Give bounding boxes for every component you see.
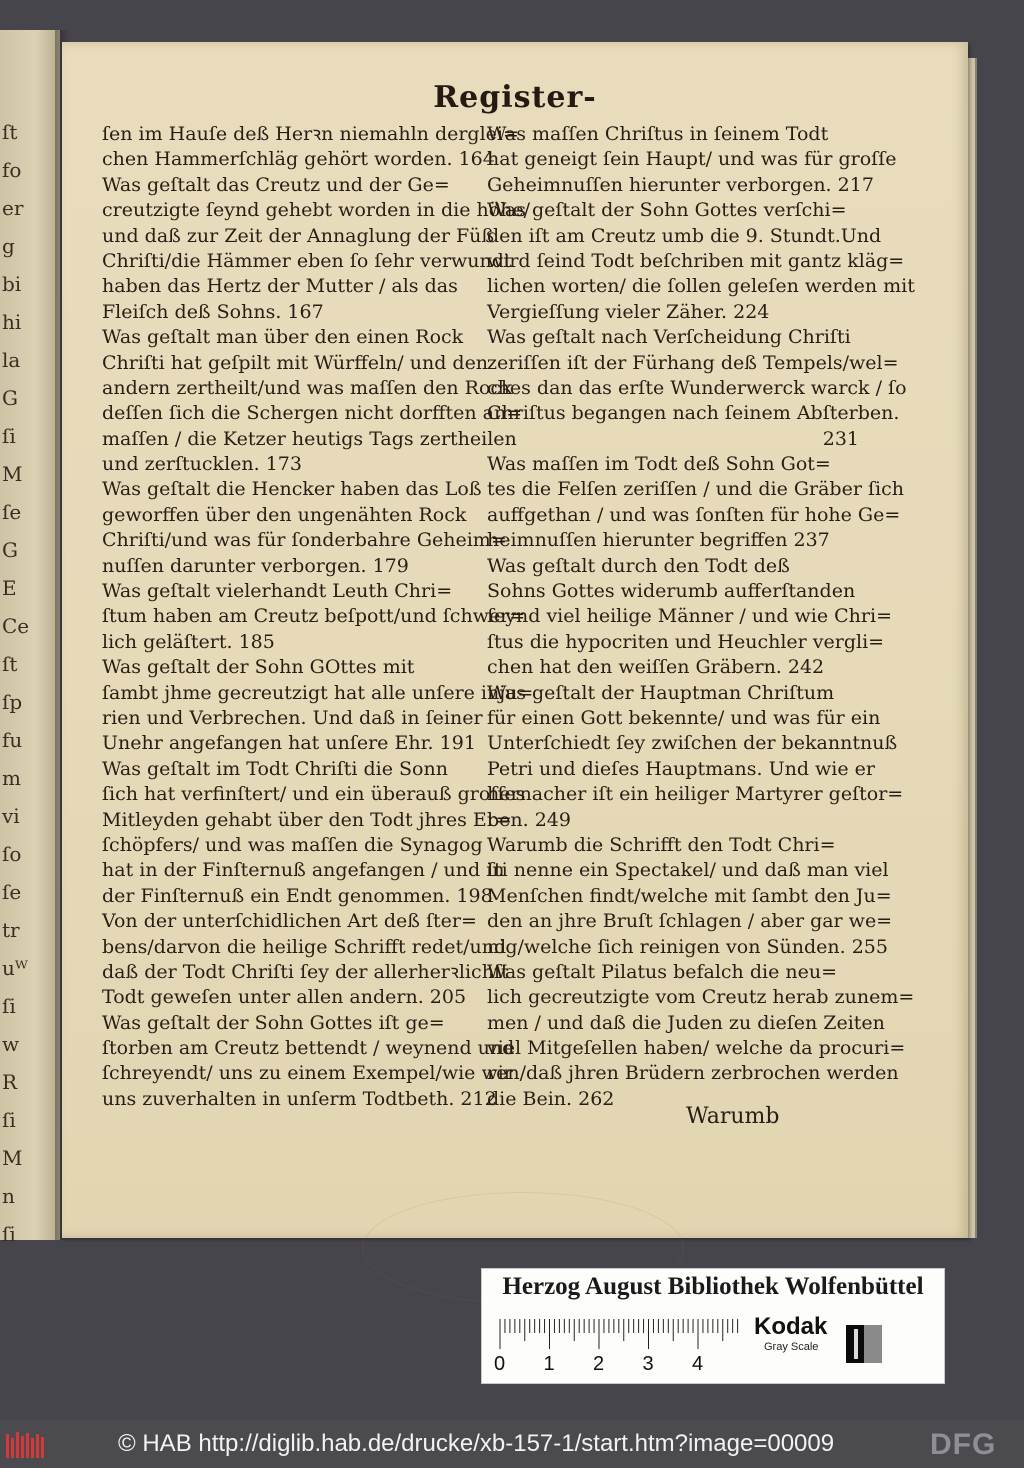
facing-page-fragment: fo [2,158,22,182]
register-line: ſambt jhme gecreutzigt hat alle unſere inju= [102,681,534,704]
register-line: Menſchen findt/welche mit ſambt den Ju= [487,884,892,907]
facing-page-fragment: ſi [2,1222,16,1246]
facing-page-fragment: G [2,538,18,562]
register-line: Was maſſen im Todt deß Sohn Got= [487,453,831,476]
facing-page-fragment: bi [2,272,22,296]
facing-page-fragment: M [2,462,23,486]
register-line: Was geſtalt der Sohn GOttes mit [102,656,415,679]
register-line: Was geſtalt im Todt Chriſti die Sonn [102,757,448,780]
register-line: ſich hat verfinſtert/ und ein überauß groſſes [102,783,526,806]
register-line: ſeynd viel heilige Männer / und wie Chri= [487,605,892,628]
facing-page-fragment: ſt [2,120,18,144]
register-line: Mitleyden gehabt über den Todt jhres Er= [102,808,512,831]
register-line: Was geſtalt der Sohn Gottes verſchi= [487,199,847,222]
facing-page-fragment: M [2,1146,23,1170]
ruler-number: 0 [494,1353,506,1375]
register-line: creutzigte ſeynd gehebt worden in die höhe/ [102,199,531,222]
facing-page-fragment: ſe [2,880,22,904]
register-line: hernacher iſt ein heiliger Martyrer geſtor= [487,783,904,806]
register-line: und zerſtucklen. 173 [102,453,302,476]
register-line: 231 [822,427,859,450]
register-line: daß der Todt Chriſti ſey der allerherꝛlichſt [102,960,509,983]
facing-page-fragment: m [2,766,21,790]
facing-page-fragment: tr [2,918,20,942]
register-line: geworffen über den ungenähten Rock [102,503,467,526]
facing-page-fragment: ſt [2,652,18,676]
facing-page-fragment: uᵂ [2,956,28,980]
facing-page-fragment: vi [2,804,20,828]
register-line: ſchöpfers/ und was maſſen die Synagog [102,833,483,856]
register-line: Chriſti/die Hämmer eben ſo ſehr verwundt [102,249,512,272]
register-line: Was geſtalt man über den einen Rock [102,326,464,349]
ruler-number: 2 [593,1353,605,1375]
register-line: Petri und dieſes Hauptmans. Und wie er [487,757,875,780]
ruler-numbers [490,1353,750,1377]
register-line: Chriſti/und was für ſonderbahre Geheim= [102,529,507,552]
facing-page-fragment: la [2,348,21,372]
register-line: die Bein. 262 [487,1087,615,1110]
facing-page-fragment: w [2,1032,20,1056]
register-line: Was geſtalt der Hauptman Chriſtum [487,681,835,704]
register-line: hat geneigt ſein Haupt/ und was für groſſe [487,148,897,171]
kodak-brand: Kodak [754,1313,828,1340]
register-line: nig/welche ſich reinigen von Sünden. 255 [487,935,888,958]
register-line: Chriſtus begangen nach ſeinem Abſterben. [487,402,900,425]
facing-page-fragment: hi [2,310,22,334]
register-line: der Finſternuß ein Endt genommen. 198 [102,884,493,907]
facing-page-fragment: E [2,576,17,600]
facing-page-fragment: ſi [2,994,16,1018]
register-line: ſtus die hypocriten und Heuchler vergli= [487,630,885,653]
register-line: ren/daß jhren Brüdern zerbrochen werden [487,1062,899,1085]
facing-page-fragment: ſe [2,500,22,524]
register-line: Was geſtalt durch den Todt deß [487,554,790,577]
facing-page-fragment: ſp [2,690,23,714]
register-line: uns zuverhalten in unſerm Todtbeth. 212 [102,1087,497,1110]
register-line: ſchreyendt/ uns zu einem Exempel/wie wir [102,1062,513,1085]
register-line: für einen Gott bekennte/ und was für ein [487,706,881,729]
register-line: und daß zur Zeit der Annaglung der Füß [102,224,495,247]
register-line: den an jhre Bruſt ſchlagen / aber gar we= [487,910,893,933]
register-line: ſti nenne ein Spectakel/ und daß man viel [487,859,889,882]
register-line: Vergieſſung vieler Zäher. 224 [487,300,770,323]
register-line: heimnuſſen hierunter begriffen 237 [487,529,830,552]
facing-page-fragment: R [2,1070,18,1094]
facing-page-fragment: ſi [2,424,16,448]
ruler-number: 4 [692,1353,704,1375]
register-line: Unehr angefangen hat unſere Ehr. 191 [102,732,476,755]
register-line: zeriſſen iſt der Fürhang deß Tempels/wel= [487,351,899,374]
library-label-card [481,1268,945,1384]
ruler-number: 1 [543,1353,555,1375]
register-line: ſtorben am Creutz bettendt / weynend und [102,1037,515,1060]
scale-ruler [496,1315,742,1351]
gray-scale-swatch [846,1325,882,1363]
register-line: viel Mitgeſellen haben/ welche da procuri= [487,1037,906,1060]
facing-page-fragment: n [2,1184,15,1208]
register-line: lich geläſtert. 185 [102,630,275,653]
register-line: men / und daß die Juden zu dieſen Zeiten [487,1011,885,1034]
register-line: maſſen / die Ketzer heutigs Tags zertheilen [102,427,517,450]
facing-page-fragment: fu [2,728,23,752]
register-line: wird ſeind Todt beſchriben mit gantz kläg= [487,249,905,272]
hab-logo-icon [4,1430,48,1460]
register-line: hat in der Finſternuß angefangen / und in [102,859,505,882]
register-line: Geheimnuſſen hierunter verborgen. 217 [487,173,874,196]
facing-page-fragment: er [2,196,24,220]
register-line: den iſt am Creutz umb die 9. Stundt.Und [487,224,882,247]
facing-page-fragment: g [2,234,15,258]
register-line: haben das Hertz der Mutter / als das [102,275,458,298]
facing-page-fragment: G [2,386,18,410]
register-line: ches dan das erſte Wunderwerck warck / ſo [487,376,907,399]
library-name: Herzog August Bibliothek Wolfenbüttel [502,1273,924,1300]
register-line: ben. 249 [487,808,571,831]
copyright-link[interactable]: © HAB http://diglib.hab.de/drucke/xb-157-1/start.htm?image=00009 [118,1430,835,1457]
register-line: bens/darvon die heilige Schrifft redet/und [102,935,507,958]
facing-page-fragment: ſi [2,1108,16,1132]
register-line: Was maſſen Chriſtus in ſeinem Todt [487,123,829,145]
register-line: Was geſtalt das Creutz und der Ge= [102,173,450,196]
register-line: Was geſtalt die Hencker haben das Loß [102,478,482,501]
register-line: lichen worten/ die ſollen geleſen werden mit [487,275,915,298]
register-line: chen Hammerſchläg gehört worden. 164 [102,148,495,171]
register-line: Was geſtalt vielerhandt Leuth Chri= [102,580,453,603]
gray-scale-label: Gray Scale [764,1341,819,1353]
register-line: rien und Verbrechen. Und daß in ſeiner [102,706,483,729]
register-line: Was geſtalt nach Verſcheidung Chriſti [487,326,851,349]
facing-page-fragment: ſo [2,842,22,866]
register-line: Unterſchiedt ſey zwiſchen der bekanntnuß [487,732,898,755]
register-line: Warumb die Schrifft den Todt Chri= [487,833,836,856]
facing-page-edge [0,30,60,1246]
register-line: lich gecreutzigte vom Creutz herab zunem= [487,986,915,1009]
dfg-logo: DFG [930,1428,997,1461]
facing-page-fragment: Ce [2,614,30,638]
register-line: auffgethan / und was ſonſten für hohe Ge= [487,503,901,526]
register-line: Todt geweſen unter allen andern. 205 [102,986,467,1009]
register-line: chen hat den weiſſen Gräbern. 242 [487,656,825,679]
register-line: nuſſen darunter verborgen. 179 [102,554,409,577]
register-line: Was geſtalt Pilatus befalch die neu= [487,960,837,983]
register-line: Fleiſch deß Sohns. 167 [102,300,324,323]
catchword: Warumb [686,1104,780,1129]
register-line: andern zertheilt/und was maſſen den Rock [102,376,513,399]
register-line: Von der unterſchidlichen Art deß ſter= [102,910,477,933]
register-line: ſtum haben am Creutz beſpott/und ſchwer= [102,605,526,628]
register-line: tes die Felſen zeriſſen / und die Gräber ſich [487,478,904,501]
page-header: Register- [433,80,597,115]
right-text-column [487,122,915,1112]
register-line: ſen im Hauſe deß Herꝛn niemahln derglei= [102,123,519,145]
register-line: Chriſti hat geſpilt mit Würffeln/ und den [102,351,489,374]
ruler-number: 3 [642,1353,654,1375]
register-line: Was geſtalt der Sohn Gottes iſt ge= [102,1011,445,1034]
register-line: deſſen ſich die Schergen nicht dorfften an= [102,402,523,425]
footer-bar [0,1420,1024,1468]
register-line: Sohns Gottes widerumb aufferſtanden [487,580,856,603]
book-page [62,42,968,1238]
